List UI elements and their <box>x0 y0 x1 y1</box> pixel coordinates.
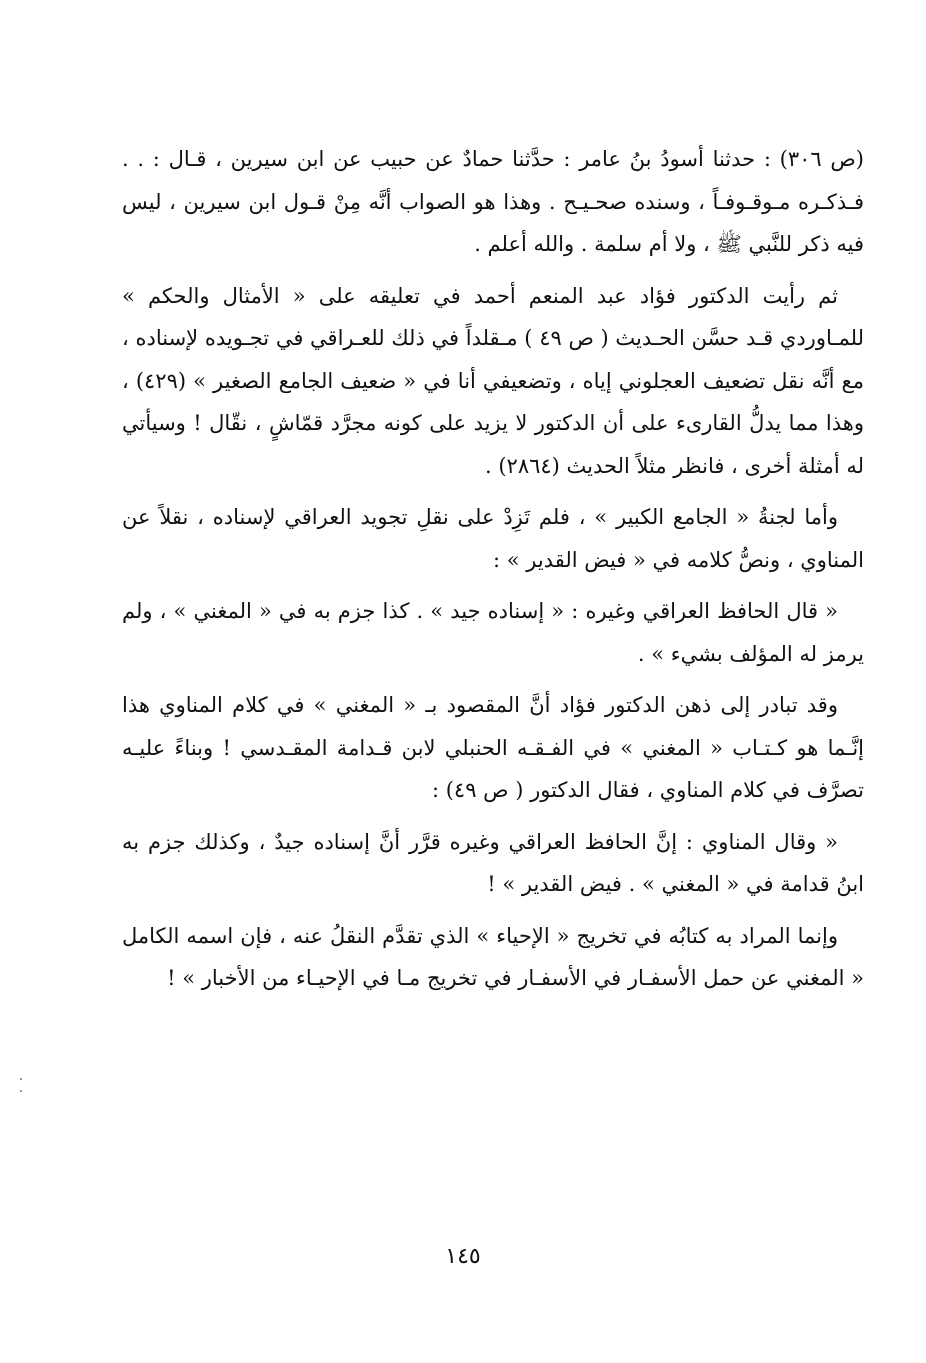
body-text <box>122 138 864 1009</box>
scan-speck <box>20 1090 22 1092</box>
paragraph-4: وقد تبادر إلى ذهن الدكتور فؤاد أنَّ المقصود بـ « المغني » في كلام المناوي هذا إنَّـما هو كـتـاب « المغني » في الفـقـه الحنبلي لابن قـدامة المقـدسي ! وبناءً عليـه تصرَّف في كلام المناوي ، فقال الدكتور ( ص ٤٩) : <box>122 693 864 802</box>
paragraph-5: وإنما المراد به كتابُه في تخريج « الإحياء » الذي تقدَّم النقلُ عنه ، فإن اسمه الكامل « المغني عن حمل الأسفـار في الأسفـار في تخريج مـا في الإحيـاء من الأخبار » ! <box>122 923 864 990</box>
paragraph-1: (ص ٣٠٦) : حدثنا أسودُ بنُ عامر : حدَّثنا حمادٌ عن حبيب عن ابن سيرين ، قـال : . . فـذكـره مـوقـوفـاً ، وسنده صحـيـح . وهذا هو الصواب أنَّه مِنْ قـول ابن سيرين ، ليس فيه ذكر للنَّبي ﷺ ، ولا أم سلمة . والله أعلم . <box>122 147 864 256</box>
quote-paragraph-2: « وقال المناوي : إنَّ الحافظ العراقي وغيره قرَّر أنَّ إسناده جيدٌ ، وكذلك جزم به ابنُ قدامة في « المغني » . فيض القدير » ! <box>122 829 864 896</box>
paragraph-2: ثم رأيت الدكتور فؤاد عبد المنعم أحمد في تعليقه على « الأمثال والحكم » للمـاوردي قـد حسَّن الحـديث ( ص ٤٩ ) مـقلداً في ذلك للعـراقي في تجـويده لإسناده ، مع أنَّه نقل تضعيف العجلوني إياه ، وتضعيفي أنا في « ضعيف الجامع الصغير » (٤٢٩) ، وهذا مما يدلُّ القارىء على أن الدكتور لا يزيد على كونه مجرَّد قمّاشٍ ، نقّال ! وسيأتي له أمثلة أخرى ، فانظر مثلاً الحديث (٢٨٦٤) . <box>122 283 864 478</box>
scan-speck <box>20 1078 22 1080</box>
page-number: ١٤٥ <box>445 1244 481 1269</box>
paragraph-3: وأما لجنةُ « الجامع الكبير » ، فلم تَزِدْ على نقلِ تجويد العراقي لإسناده ، نقلاً عن المناوي ، ونصُّ كلامه في « فيض القدير » : <box>122 505 864 572</box>
quote-paragraph-1: « قال الحافظ العراقي وغيره : « إسناده جيد » . كذا جزم به في « المغني » ، ولم يرمز له المؤلف بشيء » . <box>122 599 864 666</box>
